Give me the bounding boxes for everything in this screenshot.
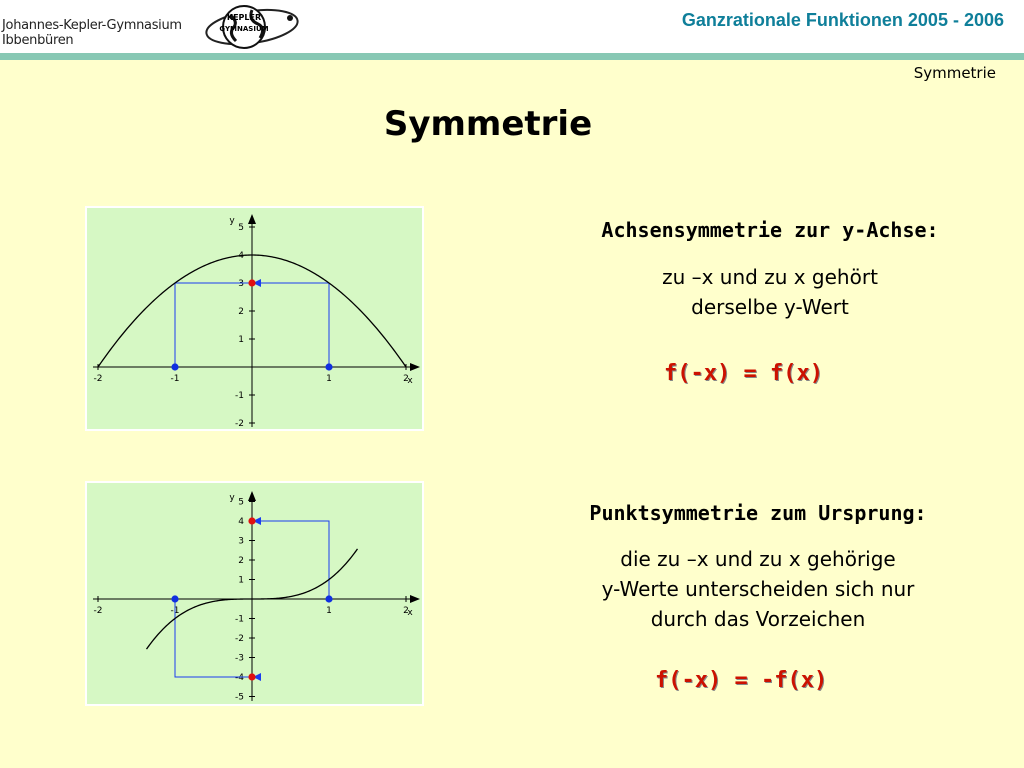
- y-axis-label: y: [229, 216, 235, 226]
- y-tick-label: -1: [235, 391, 244, 401]
- y-tick-label: 5: [238, 497, 244, 508]
- y-tick-label: -5: [235, 692, 244, 703]
- parabola-graph: [85, 206, 424, 431]
- point-symmetry-description-line3: durch das Vorzeichen: [650, 607, 866, 631]
- point-symmetry-description-line2: y-Werte unterscheiden sich nur: [601, 577, 915, 601]
- section-label: Symmetrie: [913, 64, 996, 82]
- y-tick-label: -2: [235, 634, 244, 644]
- y-tick-label: -2: [235, 419, 244, 429]
- point-symmetry-formula: f(-x) = -f(x): [655, 668, 828, 693]
- y-tick-label: 4: [238, 517, 244, 527]
- x-tick-label: -1: [170, 374, 180, 384]
- point-symmetry-description: [508, 544, 1008, 634]
- school-logo: [200, 0, 304, 53]
- x-tick-label: 1: [326, 606, 332, 616]
- x-tick-label: -1: [170, 606, 180, 616]
- y-axis-arrow: [248, 491, 256, 501]
- x-tick-label: 2: [403, 606, 409, 616]
- header-divider: [0, 53, 1024, 60]
- cubic-graph: [85, 481, 424, 706]
- y-tick-label: -1: [235, 614, 244, 625]
- school-name: [2, 18, 182, 48]
- page-title: Symmetrie: [383, 104, 593, 144]
- cubic-plot: [87, 483, 426, 708]
- highlight-point: [248, 517, 255, 524]
- x-axis-arrow: [410, 363, 420, 371]
- school-name-line2: Ibbenbüren: [2, 33, 74, 48]
- y-tick-label: 1: [238, 575, 244, 586]
- course-title: Ganzrationale Funktionen 2005 - 2006: [681, 10, 1004, 30]
- highlight-point: [171, 363, 178, 370]
- highlight-point: [248, 673, 255, 680]
- x-axis-label: x: [407, 608, 413, 618]
- y-tick-label: -4: [235, 673, 244, 683]
- x-tick-label: 1: [326, 374, 332, 384]
- y-tick-label: 1: [238, 335, 244, 345]
- highlight-point: [325, 595, 332, 602]
- logo-text-bottom: GYMNASIUM: [219, 25, 269, 33]
- highlight-point: [325, 363, 332, 370]
- axis-symmetry-formula: f(-x) = f(x): [664, 361, 823, 386]
- parabola-plot: [87, 208, 426, 433]
- header-bar: [0, 0, 1024, 53]
- y-tick-label: 3: [238, 536, 244, 547]
- x-axis-label: x: [407, 376, 413, 386]
- highlight-point: [171, 595, 178, 602]
- axis-symmetry-heading: Achsensymmetrie zur y-Achse:: [601, 218, 939, 242]
- y-tick-label: 3: [238, 279, 244, 289]
- y-axis-label: y: [229, 493, 235, 503]
- point-symmetry-description-line1: die zu –x und zu x gehörige: [620, 547, 896, 571]
- axis-symmetry-description-line1: zu –x und zu x gehört: [662, 265, 878, 289]
- y-tick-label: -3: [235, 653, 244, 664]
- y-tick-label: 4: [238, 251, 244, 261]
- y-tick-label: 2: [238, 556, 244, 566]
- axis-symmetry-description-line2: derselbe y-Wert: [691, 295, 849, 319]
- x-tick-label: 2: [403, 374, 409, 384]
- logo-text-top: KEPLER: [226, 13, 262, 22]
- highlight-point: [248, 279, 255, 286]
- school-name-line1: Johannes-Kepler-Gymnasium: [2, 18, 182, 33]
- y-tick-label: 2: [238, 307, 244, 317]
- x-axis-arrow: [410, 595, 420, 603]
- y-axis-arrow: [248, 214, 256, 224]
- x-tick-label: -2: [93, 374, 103, 384]
- y-tick-label: 5: [238, 223, 244, 233]
- x-tick-label: -2: [93, 606, 103, 616]
- point-symmetry-heading: Punktsymmetrie zum Ursprung:: [589, 501, 927, 525]
- axis-symmetry-description: [520, 262, 1020, 322]
